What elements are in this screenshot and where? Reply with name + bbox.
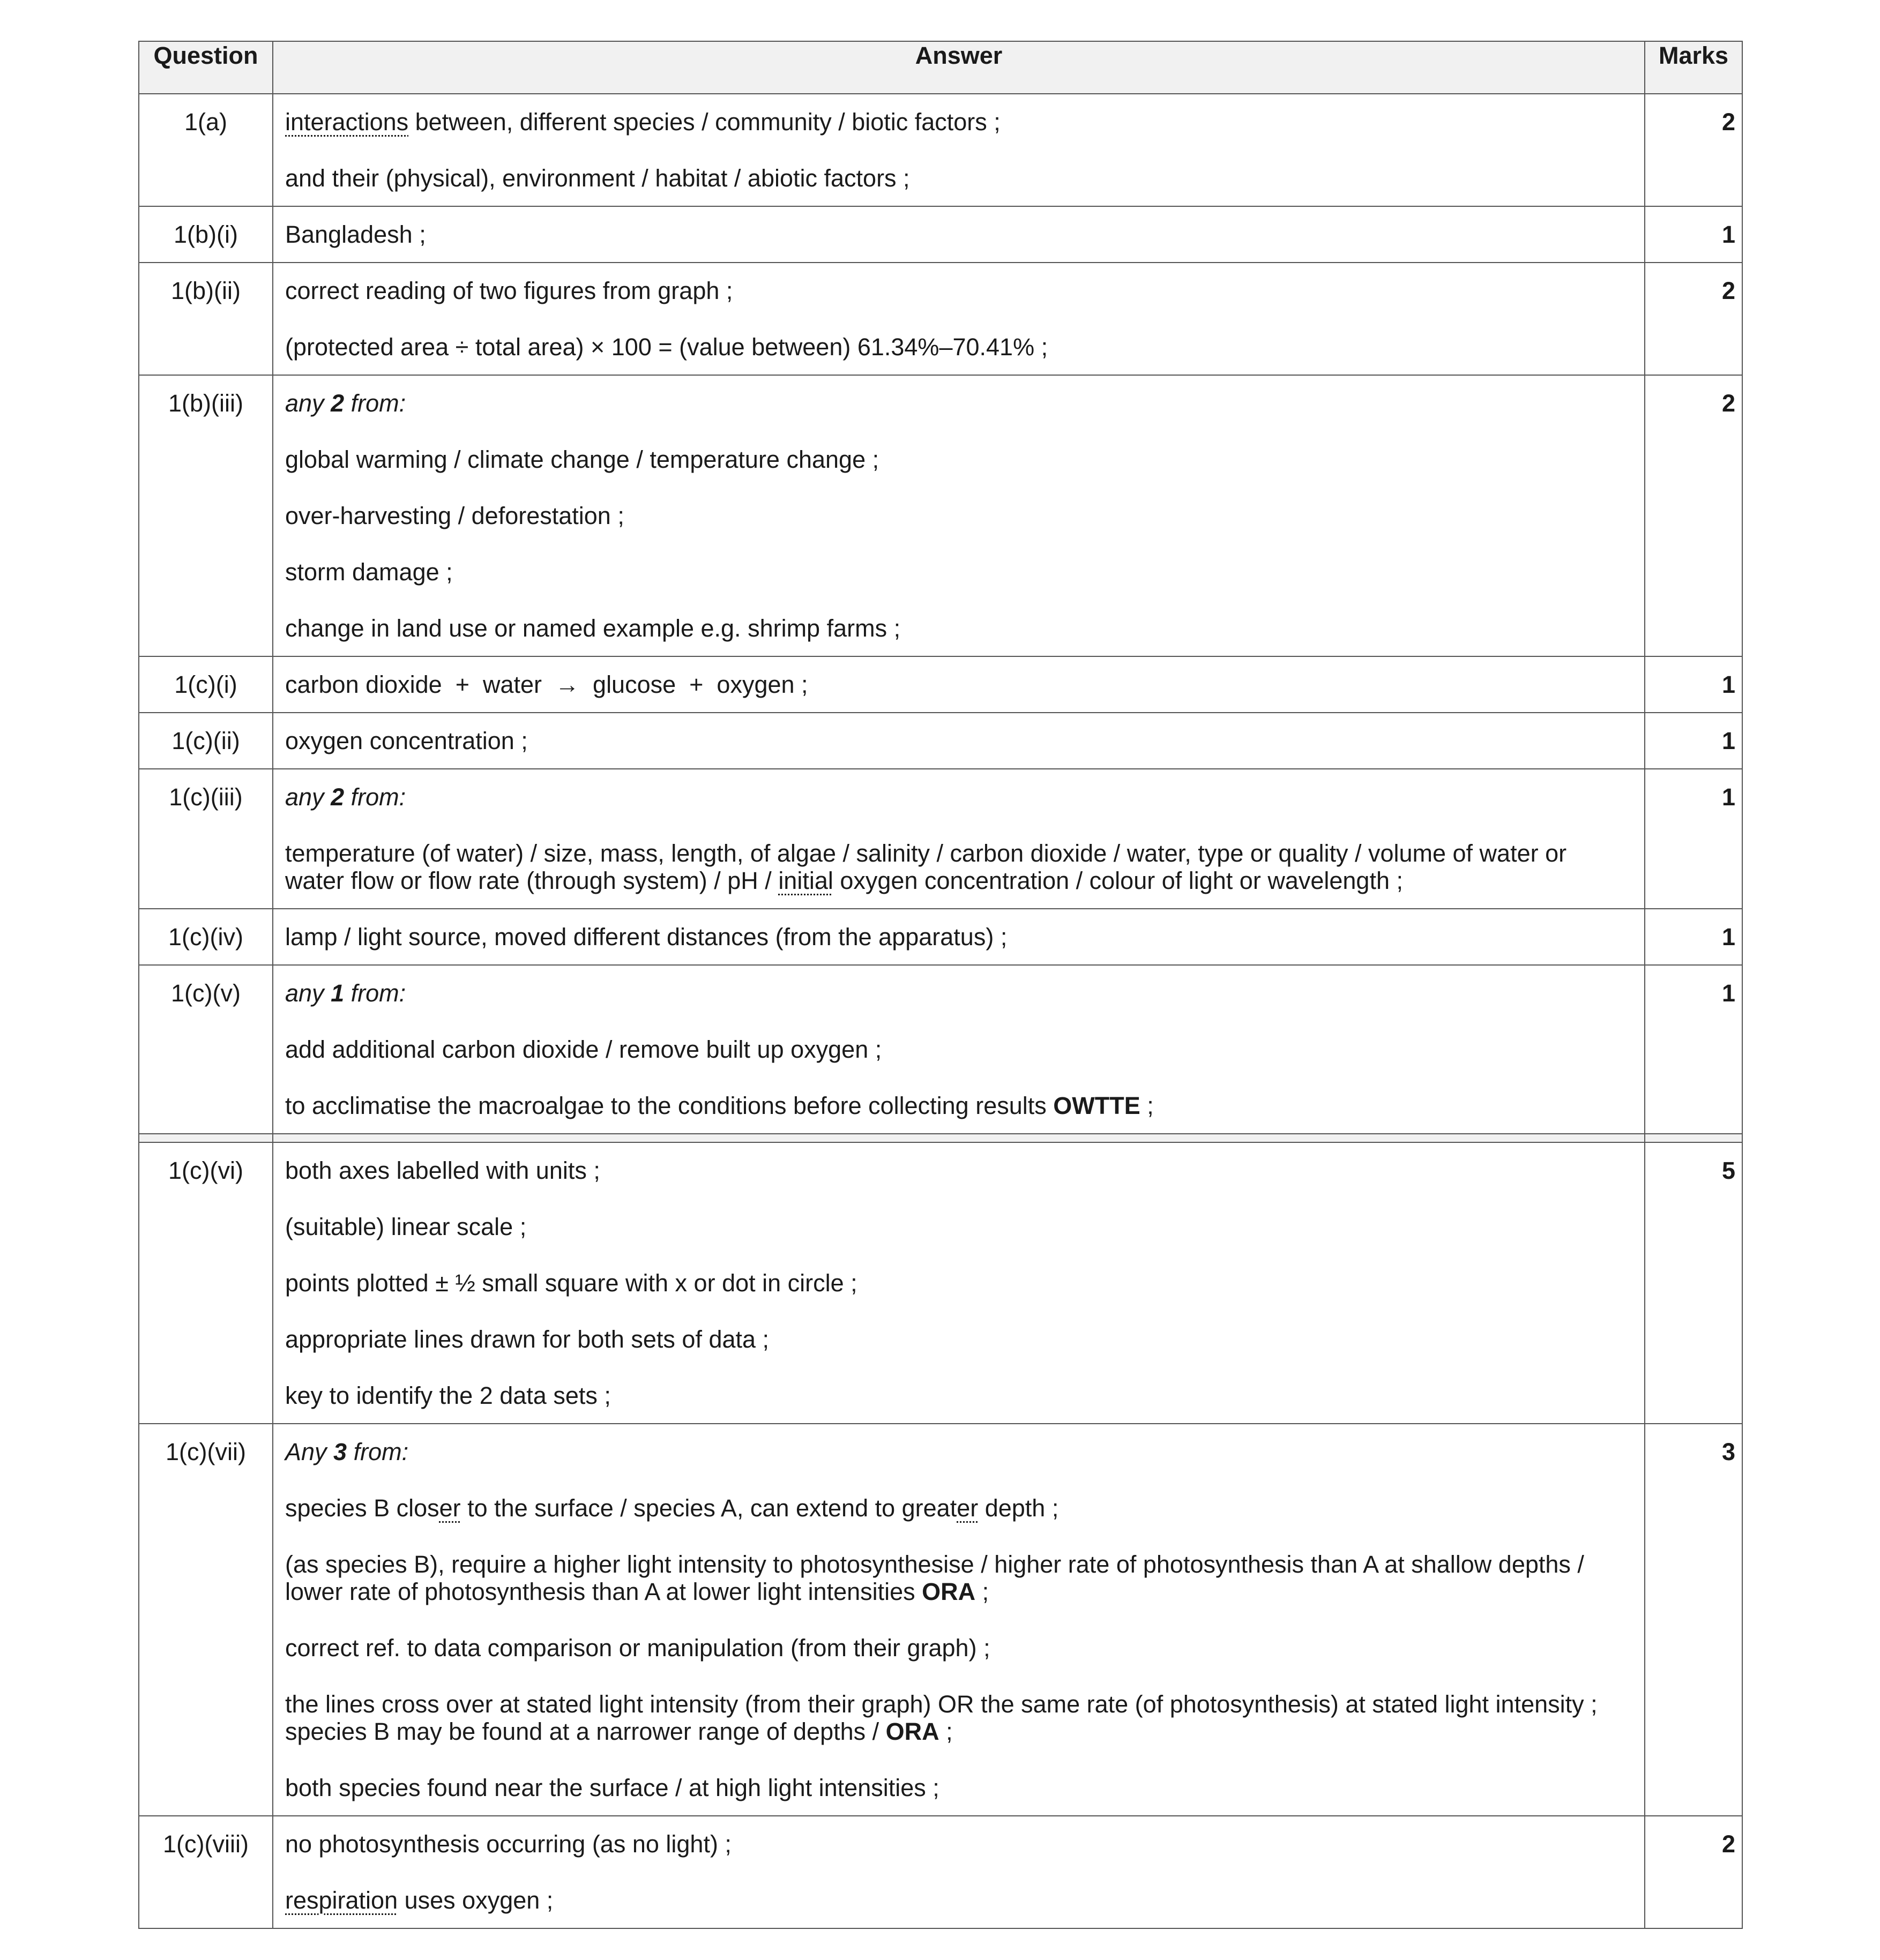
answer-text: the lines cross over at stated light intensity (from their graph) OR the same rate (of photosynthesis) at stated light intensity ; species B may be found at a narrower range of depths / bbox=[285, 1690, 1598, 1745]
intro-text: Any bbox=[285, 1438, 334, 1465]
answer-line: carbon dioxide + water → glucose + oxygen ; bbox=[285, 671, 808, 698]
question-number: 1(c)(iii) bbox=[139, 769, 273, 909]
answer-text: species B clos bbox=[285, 1494, 439, 1522]
answer-text: ; bbox=[939, 1718, 953, 1745]
answer-line: (protected area ÷ total area) × 100 = (value between) 61.34%–70.41% ; bbox=[285, 333, 1048, 361]
answer-cell bbox=[273, 909, 1645, 965]
question-number: 1(c)(vi) bbox=[139, 1142, 273, 1424]
intro-text: from: bbox=[347, 1438, 409, 1465]
answer-line: add additional carbon dioxide / remove built up oxygen ; bbox=[285, 1036, 882, 1063]
question-number: 1(a) bbox=[139, 94, 273, 206]
answer-line: correct reading of two figures from graph ; bbox=[285, 277, 733, 304]
question-number: 1(c)(v) bbox=[139, 965, 273, 1134]
marks-value: 2 bbox=[1645, 375, 1742, 656]
answer-line: points plotted ± ½ small square with x or dot in circle ; bbox=[285, 1269, 857, 1297]
mark-scheme-table bbox=[138, 41, 1743, 1929]
answer-cell bbox=[273, 713, 1645, 769]
answer-line: (suitable) linear scale ; bbox=[285, 1213, 527, 1240]
marks-value: 1 bbox=[1645, 206, 1742, 263]
answer-line bbox=[285, 1092, 1628, 1119]
question-number: 1(b)(ii) bbox=[139, 263, 273, 375]
answer-line: storm damage ; bbox=[285, 558, 453, 586]
table-row bbox=[139, 375, 1742, 656]
underlined-suffix: er bbox=[957, 1494, 979, 1522]
marks-value: 1 bbox=[1645, 965, 1742, 1134]
answer-cell bbox=[273, 769, 1645, 909]
answer-text: oxygen concentration / colour of light or wavelength ; bbox=[833, 867, 1403, 894]
marks-column-header: Marks bbox=[1645, 41, 1742, 94]
table-row bbox=[139, 713, 1742, 769]
answer-text: temperature (of water) / size, mass, length, of algae / salinity / carbon dioxide / water, type or quality / volume of water or water flow or flow rate (through system) / pH / bbox=[285, 840, 1567, 894]
table-row bbox=[139, 1424, 1742, 1816]
answer-text: uses oxygen ; bbox=[398, 1887, 554, 1914]
answer-line bbox=[285, 1690, 1628, 1745]
table-row bbox=[139, 769, 1742, 909]
answer-intro bbox=[285, 1438, 1628, 1465]
table-header-row bbox=[139, 41, 1742, 94]
intro-text: from: bbox=[344, 390, 406, 417]
answer-intro bbox=[285, 783, 1628, 811]
question-number: 1(b)(i) bbox=[139, 206, 273, 263]
marks-value: 1 bbox=[1645, 713, 1742, 769]
answer-line: Bangladesh ; bbox=[285, 221, 426, 248]
marks-value: 2 bbox=[1645, 263, 1742, 375]
intro-count: 2 bbox=[331, 783, 345, 811]
answer-line: no photosynthesis occurring (as no light) ; bbox=[285, 1830, 732, 1858]
underlined-keyword: interactions bbox=[285, 108, 409, 136]
marks-value: 5 bbox=[1645, 1142, 1742, 1424]
marks-value: 1 bbox=[1645, 909, 1742, 965]
answer-cell bbox=[273, 263, 1645, 375]
answer-column-header: Answer bbox=[273, 41, 1645, 94]
answer-line: change in land use or named example e.g. shrimp farms ; bbox=[285, 615, 901, 642]
answer-text: to the surface / species A, can extend to great bbox=[460, 1494, 957, 1522]
question-number: 1(c)(ii) bbox=[139, 713, 273, 769]
intro-text: any bbox=[285, 979, 331, 1007]
underlined-suffix: er bbox=[439, 1494, 461, 1522]
answer-line bbox=[285, 108, 1628, 136]
answer-line: over-harvesting / deforestation ; bbox=[285, 502, 624, 529]
question-number: 1(c)(viii) bbox=[139, 1816, 273, 1928]
answer-line: key to identify the 2 data sets ; bbox=[285, 1382, 611, 1409]
question-column-header: Question bbox=[139, 41, 273, 94]
table-row bbox=[139, 1816, 1742, 1928]
marks-value: 3 bbox=[1645, 1424, 1742, 1816]
table-row bbox=[139, 263, 1742, 375]
intro-count: 3 bbox=[333, 1438, 347, 1465]
question-number: 1(b)(iii) bbox=[139, 375, 273, 656]
question-number: 1(c)(i) bbox=[139, 656, 273, 713]
answer-line: and their (physical), environment / habitat / abiotic factors ; bbox=[285, 164, 910, 192]
answer-intro bbox=[285, 390, 1628, 417]
intro-text: any bbox=[285, 783, 331, 811]
marks-value: 1 bbox=[1645, 656, 1742, 713]
answer-cell bbox=[273, 965, 1645, 1134]
answer-line bbox=[285, 1887, 1628, 1914]
marks-value: 2 bbox=[1645, 94, 1742, 206]
answer-text: ; bbox=[975, 1578, 989, 1605]
answer-cell bbox=[273, 1142, 1645, 1424]
intro-count: 2 bbox=[331, 390, 345, 417]
answer-cell bbox=[273, 1424, 1645, 1816]
marks-value: 2 bbox=[1645, 1816, 1742, 1928]
answer-text: ; bbox=[1140, 1092, 1154, 1119]
table-row bbox=[139, 909, 1742, 965]
answer-cell bbox=[273, 94, 1645, 206]
answer-line: appropriate lines drawn for both sets of data ; bbox=[285, 1326, 770, 1353]
answer-line: both species found near the surface / at high light intensities ; bbox=[285, 1774, 939, 1801]
question-number: 1(c)(iv) bbox=[139, 909, 273, 965]
answer-intro bbox=[285, 979, 1628, 1007]
answer-cell bbox=[273, 375, 1645, 656]
table-row bbox=[139, 206, 1742, 263]
bold-keyword: ORA bbox=[885, 1718, 939, 1745]
answer-cell bbox=[273, 206, 1645, 263]
answer-line bbox=[285, 1551, 1628, 1605]
answer-cell bbox=[273, 1816, 1645, 1928]
answer-line: oxygen concentration ; bbox=[285, 727, 528, 754]
answer-text: to acclimatise the macroalgae to the conditions before collecting results bbox=[285, 1092, 1054, 1119]
answer-cell bbox=[273, 656, 1645, 713]
answer-line: correct ref. to data comparison or manipulation (from their graph) ; bbox=[285, 1634, 990, 1662]
table-row bbox=[139, 965, 1742, 1134]
table-row bbox=[139, 94, 1742, 206]
mark-scheme-page bbox=[138, 41, 1742, 1929]
answer-line: lamp / light source, moved different distances (from the apparatus) ; bbox=[285, 923, 1008, 951]
intro-count: 1 bbox=[331, 979, 345, 1007]
intro-text: from: bbox=[344, 783, 406, 811]
question-number: 1(c)(vii) bbox=[139, 1424, 273, 1816]
answer-text: (as species B), require a higher light intensity to photosynthesise / higher rate of photosynthesis than A at shallow depths / lower rate of photosynthesis than A at lower light intensities bbox=[285, 1551, 1584, 1605]
page-break-divider bbox=[139, 1134, 1742, 1142]
underlined-keyword: respiration bbox=[285, 1887, 398, 1914]
answer-line bbox=[285, 1494, 1628, 1522]
intro-text: from: bbox=[344, 979, 406, 1007]
answer-text: between, different species / community / biotic factors ; bbox=[408, 108, 1001, 136]
answer-line: both axes labelled with units ; bbox=[285, 1157, 600, 1184]
marks-value: 1 bbox=[1645, 769, 1742, 909]
underlined-keyword: initial bbox=[778, 867, 833, 894]
answer-line bbox=[285, 840, 1628, 894]
answer-text: depth ; bbox=[978, 1494, 1059, 1522]
bold-keyword: OWTTE bbox=[1053, 1092, 1140, 1119]
bold-keyword: ORA bbox=[922, 1578, 976, 1605]
table-row bbox=[139, 656, 1742, 713]
answer-line: global warming / climate change / temperature change ; bbox=[285, 446, 879, 473]
table-row bbox=[139, 1142, 1742, 1424]
intro-text: any bbox=[285, 390, 331, 417]
